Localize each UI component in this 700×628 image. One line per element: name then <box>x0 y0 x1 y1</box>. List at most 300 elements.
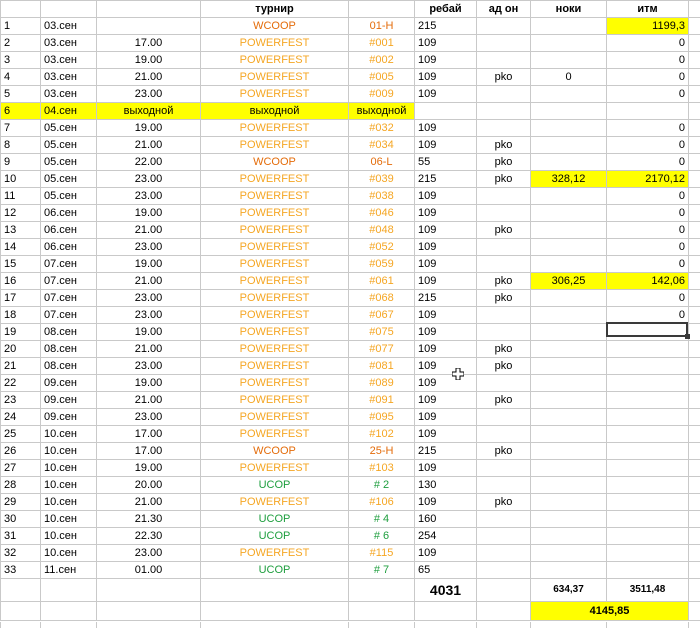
cell-num[interactable]: 20 <box>1 341 41 358</box>
cell-name[interactable]: POWERFEST <box>201 307 349 324</box>
cell-noki[interactable] <box>531 528 607 545</box>
cell-code[interactable]: #039 <box>349 171 415 188</box>
cell-addon[interactable] <box>477 375 531 392</box>
cell-date[interactable]: 10.сен <box>41 460 97 477</box>
cell-empty[interactable] <box>689 579 700 602</box>
cell-name[interactable]: POWERFEST <box>201 188 349 205</box>
noki-total[interactable]: 634,37 <box>531 579 607 602</box>
cell-itm[interactable]: 0 <box>607 69 689 86</box>
cell-noki[interactable] <box>531 443 607 460</box>
cell-noki[interactable] <box>531 52 607 69</box>
cell-num[interactable]: 24 <box>1 409 41 426</box>
cell-date[interactable]: 08.сен <box>41 358 97 375</box>
cell-rebuy[interactable]: 109 <box>415 120 477 137</box>
cell-extra[interactable] <box>689 477 700 494</box>
cell-noki[interactable] <box>531 86 607 103</box>
cell-rebuy[interactable]: 109 <box>415 35 477 52</box>
cell-itm[interactable] <box>607 562 689 579</box>
cell-noki[interactable] <box>531 426 607 443</box>
cell-empty[interactable] <box>97 602 201 621</box>
cell-rebuy[interactable]: 109 <box>415 392 477 409</box>
cell-extra[interactable] <box>689 52 700 69</box>
cell-date[interactable]: 07.сен <box>41 256 97 273</box>
cell-num[interactable]: 19 <box>1 324 41 341</box>
cell-extra[interactable] <box>689 409 700 426</box>
header-cell-code[interactable] <box>349 1 415 18</box>
cell-time[interactable]: 19.00 <box>97 256 201 273</box>
cell-name[interactable]: POWERFEST <box>201 69 349 86</box>
cell-itm[interactable]: 0 <box>607 188 689 205</box>
cell-num[interactable]: 12 <box>1 205 41 222</box>
cell-rebuy[interactable]: 109 <box>415 409 477 426</box>
cell-extra[interactable] <box>689 341 700 358</box>
cell-empty[interactable] <box>349 579 415 602</box>
cell-code[interactable]: #075 <box>349 324 415 341</box>
cell-itm[interactable]: 0 <box>607 52 689 69</box>
cell-addon[interactable] <box>477 18 531 35</box>
cell-name[interactable]: выходной <box>201 103 349 120</box>
cell-rebuy[interactable]: 109 <box>415 545 477 562</box>
cell-name[interactable]: UCOP <box>201 528 349 545</box>
cell-date[interactable]: 03.сен <box>41 86 97 103</box>
cell-date[interactable]: 11.сен <box>41 562 97 579</box>
cell-itm[interactable] <box>607 426 689 443</box>
cell-extra[interactable] <box>689 137 700 154</box>
cell-rebuy[interactable]: 215 <box>415 290 477 307</box>
cell-rebuy[interactable]: 109 <box>415 324 477 341</box>
cell-noki[interactable] <box>531 324 607 341</box>
cell-code[interactable]: #102 <box>349 426 415 443</box>
cell-num[interactable]: 7 <box>1 120 41 137</box>
cell-itm[interactable]: 0 <box>607 205 689 222</box>
header-cell-itm[interactable]: итм <box>607 1 689 18</box>
cell-addon[interactable] <box>477 528 531 545</box>
cell-time[interactable]: 21.00 <box>97 494 201 511</box>
cell-time[interactable]: 21.00 <box>97 341 201 358</box>
cell-num[interactable]: 8 <box>1 137 41 154</box>
cell-noki[interactable] <box>531 460 607 477</box>
cell-name[interactable]: POWERFEST <box>201 324 349 341</box>
cell-addon[interactable] <box>477 256 531 273</box>
cell-name[interactable]: POWERFEST <box>201 494 349 511</box>
cell-addon[interactable]: pko <box>477 273 531 290</box>
cell-extra[interactable] <box>689 443 700 460</box>
cell-date[interactable]: 06.сен <box>41 222 97 239</box>
header-cell-num[interactable] <box>1 1 41 18</box>
cell-empty[interactable] <box>97 579 201 602</box>
cell-time[interactable]: выходной <box>97 103 201 120</box>
cell-date[interactable]: 03.сен <box>41 18 97 35</box>
cell-date[interactable]: 06.сен <box>41 239 97 256</box>
cell-rebuy[interactable]: 109 <box>415 69 477 86</box>
cell-itm[interactable] <box>607 409 689 426</box>
cell-code[interactable]: # 4 <box>349 511 415 528</box>
cell-empty[interactable] <box>349 602 415 621</box>
cell-name[interactable]: POWERFEST <box>201 545 349 562</box>
cell-date[interactable]: 05.сен <box>41 154 97 171</box>
cell-num[interactable]: 29 <box>1 494 41 511</box>
cell-itm[interactable] <box>607 341 689 358</box>
cell-itm[interactable]: 0 <box>607 137 689 154</box>
cell-extra[interactable] <box>689 562 700 579</box>
cell-code[interactable]: #081 <box>349 358 415 375</box>
cell-extra[interactable] <box>689 392 700 409</box>
cell-date[interactable]: 09.сен <box>41 375 97 392</box>
cell-noki[interactable] <box>531 137 607 154</box>
cell-date[interactable]: 06.сен <box>41 205 97 222</box>
cell-itm[interactable] <box>607 324 689 341</box>
cell-name[interactable]: POWERFEST <box>201 426 349 443</box>
cell-addon[interactable]: pko <box>477 358 531 375</box>
cell-empty[interactable] <box>201 579 349 602</box>
cell-time[interactable]: 21.30 <box>97 511 201 528</box>
cell-date[interactable]: 03.сен <box>41 35 97 52</box>
cell-itm[interactable]: 0 <box>607 222 689 239</box>
cell-code[interactable]: #034 <box>349 137 415 154</box>
cell-noki[interactable] <box>531 358 607 375</box>
cell-noki[interactable] <box>531 375 607 392</box>
cell-itm[interactable] <box>607 358 689 375</box>
cell-itm[interactable]: 0 <box>607 239 689 256</box>
cell-name[interactable]: POWERFEST <box>201 171 349 188</box>
cell-time[interactable]: 22.00 <box>97 154 201 171</box>
cell-addon[interactable]: pko <box>477 171 531 188</box>
cell-date[interactable]: 10.сен <box>41 511 97 528</box>
cell-name[interactable]: POWERFEST <box>201 358 349 375</box>
cell-date[interactable]: 10.сен <box>41 528 97 545</box>
cell-itm[interactable]: 0 <box>607 290 689 307</box>
header-cell-rebuy[interactable]: ребай <box>415 1 477 18</box>
cell-rebuy[interactable]: 109 <box>415 375 477 392</box>
cell-time[interactable]: 19.00 <box>97 120 201 137</box>
cell-date[interactable]: 09.сен <box>41 392 97 409</box>
cell-time[interactable]: 21.00 <box>97 137 201 154</box>
cell-code[interactable]: #046 <box>349 205 415 222</box>
cell-extra[interactable] <box>689 290 700 307</box>
cell-name[interactable]: WCOOP <box>201 18 349 35</box>
cell-empty[interactable] <box>1 602 41 621</box>
cell-addon[interactable] <box>477 460 531 477</box>
cell-date[interactable]: 10.сен <box>41 443 97 460</box>
cell-extra[interactable] <box>689 545 700 562</box>
cell-extra[interactable] <box>689 460 700 477</box>
cell-code[interactable]: 25-H <box>349 443 415 460</box>
cell-time[interactable]: 23.00 <box>97 358 201 375</box>
cell-extra[interactable] <box>689 307 700 324</box>
cell-code[interactable]: 01-H <box>349 18 415 35</box>
cell-extra[interactable] <box>689 69 700 86</box>
cell-code[interactable]: #001 <box>349 35 415 52</box>
cell-addon[interactable]: pko <box>477 392 531 409</box>
cell-code[interactable]: #059 <box>349 256 415 273</box>
cell-num[interactable]: 2 <box>1 35 41 52</box>
cell-code[interactable]: #009 <box>349 86 415 103</box>
cell-name[interactable]: POWERFEST <box>201 86 349 103</box>
cell-time[interactable]: 21.00 <box>97 392 201 409</box>
cell-code[interactable]: #103 <box>349 460 415 477</box>
cell-itm[interactable] <box>607 443 689 460</box>
cell-extra[interactable] <box>689 511 700 528</box>
cell-addon[interactable]: pko <box>477 443 531 460</box>
cell-empty[interactable] <box>41 602 97 621</box>
cell-noki[interactable] <box>531 188 607 205</box>
cell-addon[interactable]: pko <box>477 69 531 86</box>
cell-rebuy[interactable] <box>415 103 477 120</box>
cell-time[interactable]: 01.00 <box>97 562 201 579</box>
cell-name[interactable]: POWERFEST <box>201 409 349 426</box>
cell-num[interactable]: 3 <box>1 52 41 69</box>
cell-num[interactable]: 9 <box>1 154 41 171</box>
cell-addon[interactable] <box>477 188 531 205</box>
cell-name[interactable]: POWERFEST <box>201 290 349 307</box>
cell-extra[interactable] <box>689 324 700 341</box>
cell-extra[interactable] <box>689 103 700 120</box>
cell-extra[interactable] <box>689 426 700 443</box>
cell-time[interactable]: 17.00 <box>97 35 201 52</box>
cell-name[interactable]: WCOOP <box>201 154 349 171</box>
cell-num[interactable]: 31 <box>1 528 41 545</box>
cell-name[interactable]: UCOP <box>201 511 349 528</box>
cell-extra[interactable] <box>689 273 700 290</box>
cell-noki[interactable]: 328,12 <box>531 171 607 188</box>
cell-empty[interactable] <box>1 579 41 602</box>
cell-code[interactable]: #005 <box>349 69 415 86</box>
cell-empty[interactable] <box>477 602 531 621</box>
cell-addon[interactable] <box>477 86 531 103</box>
cell-code[interactable]: #061 <box>349 273 415 290</box>
cell-code[interactable]: #067 <box>349 307 415 324</box>
cell-noki[interactable] <box>531 545 607 562</box>
cell-num[interactable]: 23 <box>1 392 41 409</box>
cell-itm[interactable]: 2170,12 <box>607 171 689 188</box>
cell-code[interactable]: 06-L <box>349 154 415 171</box>
cell-noki[interactable] <box>531 562 607 579</box>
cell-extra[interactable] <box>689 154 700 171</box>
header-cell-date[interactable] <box>41 1 97 18</box>
cell-num[interactable]: 32 <box>1 545 41 562</box>
cell-date[interactable]: 10.сен <box>41 494 97 511</box>
cell-time[interactable]: 19.00 <box>97 324 201 341</box>
cell-date[interactable]: 08.сен <box>41 324 97 341</box>
cell-rebuy[interactable]: 254 <box>415 528 477 545</box>
cell-extra[interactable] <box>689 494 700 511</box>
grand-total-cell[interactable]: 4145,85 <box>531 602 689 621</box>
cell-name[interactable]: UCOP <box>201 562 349 579</box>
cell-code[interactable]: #068 <box>349 290 415 307</box>
cell-addon[interactable] <box>477 426 531 443</box>
cell-addon[interactable] <box>477 307 531 324</box>
cell-extra[interactable] <box>689 358 700 375</box>
cell-rebuy[interactable]: 215 <box>415 443 477 460</box>
cell-addon[interactable]: pko <box>477 137 531 154</box>
cell-extra[interactable] <box>689 222 700 239</box>
cell-time[interactable]: 19.00 <box>97 375 201 392</box>
cell-itm[interactable] <box>607 528 689 545</box>
cell-date[interactable]: 03.сен <box>41 69 97 86</box>
cell-time[interactable]: 19.00 <box>97 460 201 477</box>
cell-rebuy[interactable]: 130 <box>415 477 477 494</box>
cell-extra[interactable] <box>689 375 700 392</box>
cell-name[interactable]: POWERFEST <box>201 239 349 256</box>
cell-noki[interactable] <box>531 103 607 120</box>
cell-time[interactable]: 21.00 <box>97 273 201 290</box>
cell-num[interactable]: 14 <box>1 239 41 256</box>
cell-time[interactable]: 23.00 <box>97 290 201 307</box>
cell-num[interactable]: 6 <box>1 103 41 120</box>
cell-num[interactable]: 30 <box>1 511 41 528</box>
cell-time[interactable]: 23.00 <box>97 171 201 188</box>
cell-addon[interactable] <box>477 52 531 69</box>
cell-code[interactable]: # 7 <box>349 562 415 579</box>
cell-itm[interactable]: 0 <box>607 86 689 103</box>
itm-total[interactable]: 3511,48 <box>607 579 689 602</box>
cell-num[interactable]: 22 <box>1 375 41 392</box>
cell-itm[interactable] <box>607 392 689 409</box>
cell-name[interactable]: POWERFEST <box>201 375 349 392</box>
cell-itm[interactable] <box>607 494 689 511</box>
cell-itm[interactable] <box>607 511 689 528</box>
cell-time[interactable]: 23.00 <box>97 188 201 205</box>
cell-noki[interactable] <box>531 477 607 494</box>
header-cell-addon[interactable]: ад он <box>477 1 531 18</box>
cell-rebuy[interactable]: 65 <box>415 562 477 579</box>
cell-name[interactable]: POWERFEST <box>201 137 349 154</box>
cell-itm[interactable] <box>607 375 689 392</box>
cell-num[interactable]: 13 <box>1 222 41 239</box>
cell-time[interactable]: 20.00 <box>97 477 201 494</box>
cell-name[interactable]: POWERFEST <box>201 120 349 137</box>
cell-num[interactable]: 28 <box>1 477 41 494</box>
cell-date[interactable]: 08.сен <box>41 341 97 358</box>
cell-itm[interactable] <box>607 545 689 562</box>
cell-extra[interactable] <box>689 239 700 256</box>
cell-date[interactable]: 07.сен <box>41 307 97 324</box>
cell-code[interactable]: #002 <box>349 52 415 69</box>
cell-addon[interactable] <box>477 239 531 256</box>
cell-addon[interactable] <box>477 120 531 137</box>
cell-noki[interactable] <box>531 392 607 409</box>
cell-noki[interactable] <box>531 154 607 171</box>
cell-rebuy[interactable]: 109 <box>415 222 477 239</box>
cell-extra[interactable] <box>689 35 700 52</box>
cell-extra[interactable] <box>689 120 700 137</box>
cell-rebuy[interactable]: 109 <box>415 494 477 511</box>
cell-time[interactable]: 21.00 <box>97 222 201 239</box>
cell-num[interactable]: 5 <box>1 86 41 103</box>
cell-date[interactable]: 07.сен <box>41 273 97 290</box>
cell-time[interactable]: 23.00 <box>97 307 201 324</box>
cell-code[interactable]: выходной <box>349 103 415 120</box>
cell-extra[interactable] <box>689 171 700 188</box>
cell-itm[interactable] <box>607 103 689 120</box>
cell-empty[interactable] <box>415 602 477 621</box>
rebuy-total[interactable]: 4031 <box>415 579 477 602</box>
cell-time[interactable]: 19.00 <box>97 52 201 69</box>
cell-itm[interactable]: 0 <box>607 120 689 137</box>
cell-rebuy[interactable]: 109 <box>415 273 477 290</box>
cell-num[interactable]: 33 <box>1 562 41 579</box>
cell-code[interactable]: #095 <box>349 409 415 426</box>
cell-addon[interactable] <box>477 409 531 426</box>
cell-rebuy[interactable]: 55 <box>415 154 477 171</box>
cell-itm[interactable] <box>607 460 689 477</box>
cell-noki[interactable]: 0 <box>531 69 607 86</box>
cell-date[interactable]: 10.сен <box>41 545 97 562</box>
cell-itm[interactable]: 0 <box>607 35 689 52</box>
cell-num[interactable]: 27 <box>1 460 41 477</box>
cell-extra[interactable] <box>689 528 700 545</box>
cell-name[interactable]: POWERFEST <box>201 222 349 239</box>
cell-extra[interactable] <box>689 602 700 621</box>
cell-empty[interactable] <box>41 579 97 602</box>
cell-extra[interactable] <box>689 188 700 205</box>
cell-date[interactable]: 10.сен <box>41 477 97 494</box>
cell-itm[interactable]: 0 <box>607 307 689 324</box>
cell-noki[interactable] <box>531 205 607 222</box>
cell-rebuy[interactable]: 109 <box>415 256 477 273</box>
cell-rebuy[interactable]: 109 <box>415 137 477 154</box>
cell-name[interactable]: UCOP <box>201 477 349 494</box>
cell-noki[interactable] <box>531 222 607 239</box>
cell-addon[interactable] <box>477 562 531 579</box>
cell-noki[interactable] <box>531 290 607 307</box>
cell-num[interactable]: 4 <box>1 69 41 86</box>
cell-num[interactable]: 18 <box>1 307 41 324</box>
cell-code[interactable]: #091 <box>349 392 415 409</box>
cell-date[interactable]: 03.сен <box>41 52 97 69</box>
cell-noki[interactable] <box>531 239 607 256</box>
cell-addon[interactable] <box>477 545 531 562</box>
header-cell-extra[interactable] <box>689 1 700 18</box>
cell-rebuy[interactable]: 109 <box>415 307 477 324</box>
cell-addon[interactable] <box>477 511 531 528</box>
cell-code[interactable]: #077 <box>349 341 415 358</box>
cell-num[interactable]: 26 <box>1 443 41 460</box>
cell-addon[interactable] <box>477 477 531 494</box>
cell-date[interactable]: 09.сен <box>41 409 97 426</box>
cell-code[interactable]: #048 <box>349 222 415 239</box>
cell-code[interactable]: #052 <box>349 239 415 256</box>
cell-empty[interactable] <box>201 602 349 621</box>
cell-time[interactable]: 23.00 <box>97 86 201 103</box>
header-cell-noki[interactable]: ноки <box>531 1 607 18</box>
cell-itm[interactable] <box>607 477 689 494</box>
cell-noki[interactable] <box>531 18 607 35</box>
cell-noki[interactable]: 306,25 <box>531 273 607 290</box>
cell-name[interactable]: POWERFEST <box>201 205 349 222</box>
cell-noki[interactable] <box>531 307 607 324</box>
cell-name[interactable]: POWERFEST <box>201 256 349 273</box>
cell-code[interactable]: #115 <box>349 545 415 562</box>
cell-rebuy[interactable]: 109 <box>415 205 477 222</box>
cell-code[interactable]: #038 <box>349 188 415 205</box>
cell-addon[interactable]: pko <box>477 341 531 358</box>
cell-num[interactable]: 16 <box>1 273 41 290</box>
cell-name[interactable]: POWERFEST <box>201 52 349 69</box>
header-cell-tournament[interactable]: турнир <box>201 1 349 18</box>
cell-rebuy[interactable]: 160 <box>415 511 477 528</box>
cell-time[interactable] <box>97 18 201 35</box>
cell-name[interactable]: POWERFEST <box>201 392 349 409</box>
cell-rebuy[interactable]: 109 <box>415 52 477 69</box>
cell-rebuy[interactable]: 215 <box>415 171 477 188</box>
header-cell-time[interactable] <box>97 1 201 18</box>
cell-num[interactable]: 1 <box>1 18 41 35</box>
cell-code[interactable]: #089 <box>349 375 415 392</box>
cell-extra[interactable] <box>689 18 700 35</box>
cell-rebuy[interactable]: 109 <box>415 341 477 358</box>
cell-name[interactable]: POWERFEST <box>201 273 349 290</box>
